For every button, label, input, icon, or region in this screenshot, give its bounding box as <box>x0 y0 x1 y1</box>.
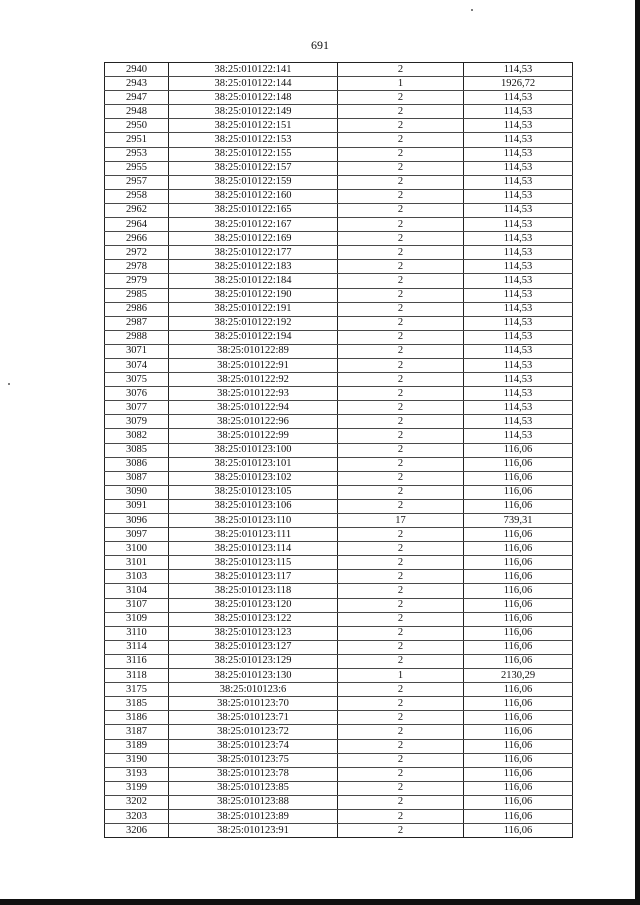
value-cell: 116,06 <box>464 443 573 457</box>
table-row <box>105 725 573 739</box>
quantity-cell: 2 <box>338 612 464 626</box>
table-row <box>105 612 573 626</box>
table-row <box>105 457 573 471</box>
quantity-cell: 1 <box>338 669 464 683</box>
quantity-cell: 2 <box>338 330 464 344</box>
cadastral-number-cell: 38:25:010123:6 <box>169 683 338 697</box>
row-number-cell: 3175 <box>105 683 169 697</box>
value-cell: 116,06 <box>464 626 573 640</box>
cadastral-number-cell: 38:25:010122:144 <box>169 77 338 91</box>
row-number-cell: 3202 <box>105 795 169 809</box>
value-cell: 114,53 <box>464 260 573 274</box>
quantity-cell: 2 <box>338 640 464 654</box>
quantity-cell: 2 <box>338 147 464 161</box>
cadastral-number-cell: 38:25:010122:151 <box>169 119 338 133</box>
row-number-cell: 3090 <box>105 485 169 499</box>
row-number-cell: 3186 <box>105 711 169 725</box>
quantity-cell: 2 <box>338 246 464 260</box>
table-row <box>105 274 573 288</box>
table-row <box>105 485 573 499</box>
row-number-cell: 2979 <box>105 274 169 288</box>
quantity-cell: 2 <box>338 809 464 823</box>
row-number-cell: 2958 <box>105 189 169 203</box>
value-cell: 114,53 <box>464 358 573 372</box>
row-number-cell: 3091 <box>105 499 169 513</box>
value-cell: 114,53 <box>464 63 573 77</box>
table-row <box>105 626 573 640</box>
table-row <box>105 795 573 809</box>
value-cell: 114,53 <box>464 387 573 401</box>
value-cell: 116,06 <box>464 499 573 513</box>
value-cell: 116,06 <box>464 781 573 795</box>
quantity-cell: 2 <box>338 302 464 316</box>
table-row <box>105 654 573 668</box>
value-cell: 114,53 <box>464 274 573 288</box>
scan-speck <box>8 383 10 385</box>
table-row <box>105 63 573 77</box>
quantity-cell: 2 <box>338 528 464 542</box>
quantity-cell: 2 <box>338 457 464 471</box>
cadastral-number-cell: 38:25:010122:167 <box>169 218 338 232</box>
quantity-cell: 2 <box>338 711 464 725</box>
value-cell: 1926,72 <box>464 77 573 91</box>
cadastral-number-cell: 38:25:010122:165 <box>169 203 338 217</box>
cadastral-number-cell: 38:25:010122:184 <box>169 274 338 288</box>
table-row <box>105 443 573 457</box>
row-number-cell: 2943 <box>105 77 169 91</box>
row-number-cell: 2947 <box>105 91 169 105</box>
value-cell: 114,53 <box>464 91 573 105</box>
row-number-cell: 3071 <box>105 344 169 358</box>
row-number-cell: 3082 <box>105 429 169 443</box>
table-row <box>105 246 573 260</box>
value-cell: 114,53 <box>464 302 573 316</box>
quantity-cell: 2 <box>338 91 464 105</box>
page-number: 691 <box>311 38 329 52</box>
value-cell: 116,06 <box>464 598 573 612</box>
table-row <box>105 824 573 838</box>
table-row <box>105 697 573 711</box>
table-row <box>105 598 573 612</box>
value-cell: 116,06 <box>464 528 573 542</box>
quantity-cell: 2 <box>338 485 464 499</box>
row-number-cell: 2955 <box>105 161 169 175</box>
row-number-cell: 2988 <box>105 330 169 344</box>
value-cell: 114,53 <box>464 373 573 387</box>
value-cell: 114,53 <box>464 246 573 260</box>
row-number-cell: 3110 <box>105 626 169 640</box>
table-row <box>105 203 573 217</box>
quantity-cell: 2 <box>338 654 464 668</box>
value-cell: 116,06 <box>464 570 573 584</box>
quantity-cell: 2 <box>338 795 464 809</box>
table-row <box>105 767 573 781</box>
scan-speck <box>471 9 473 11</box>
quantity-cell: 2 <box>338 119 464 133</box>
value-cell: 116,06 <box>464 485 573 499</box>
value-cell: 114,53 <box>464 415 573 429</box>
cadastral-number-cell: 38:25:010122:160 <box>169 189 338 203</box>
table-row <box>105 218 573 232</box>
row-number-cell: 3193 <box>105 767 169 781</box>
quantity-cell: 2 <box>338 739 464 753</box>
value-cell: 114,53 <box>464 218 573 232</box>
table-row <box>105 809 573 823</box>
table-row <box>105 669 573 683</box>
row-number-cell: 3096 <box>105 514 169 528</box>
cadastral-number-cell: 38:25:010123:122 <box>169 612 338 626</box>
cadastral-number-cell: 38:25:010122:153 <box>169 133 338 147</box>
quantity-cell: 2 <box>338 63 464 77</box>
quantity-cell: 2 <box>338 415 464 429</box>
table-row <box>105 175 573 189</box>
cadastral-number-cell: 38:25:010123:72 <box>169 725 338 739</box>
value-cell: 114,53 <box>464 288 573 302</box>
cadastral-number-cell: 38:25:010122:149 <box>169 105 338 119</box>
cadastral-number-cell: 38:25:010123:74 <box>169 739 338 753</box>
cadastral-number-cell: 38:25:010122:177 <box>169 246 338 260</box>
row-number-cell: 2987 <box>105 316 169 330</box>
cadastral-number-cell: 38:25:010123:102 <box>169 471 338 485</box>
quantity-cell: 2 <box>338 260 464 274</box>
scan-edge-bottom <box>0 899 640 905</box>
table-row <box>105 781 573 795</box>
quantity-cell: 17 <box>338 514 464 528</box>
quantity-cell: 2 <box>338 218 464 232</box>
table-row <box>105 528 573 542</box>
cadastral-number-cell: 38:25:010123:91 <box>169 824 338 838</box>
row-number-cell: 3074 <box>105 358 169 372</box>
table-row <box>105 387 573 401</box>
cadastral-number-cell: 38:25:010122:157 <box>169 161 338 175</box>
table-row <box>105 499 573 513</box>
table-row <box>105 189 573 203</box>
table-row <box>105 373 573 387</box>
cadastral-number-cell: 38:25:010123:130 <box>169 669 338 683</box>
quantity-cell: 2 <box>338 443 464 457</box>
row-number-cell: 2964 <box>105 218 169 232</box>
registry-table-body <box>105 63 573 838</box>
table-row <box>105 570 573 584</box>
value-cell: 114,53 <box>464 203 573 217</box>
row-number-cell: 3109 <box>105 612 169 626</box>
table-row <box>105 77 573 91</box>
quantity-cell: 2 <box>338 471 464 485</box>
cadastral-number-cell: 38:25:010122:155 <box>169 147 338 161</box>
value-cell: 116,06 <box>464 697 573 711</box>
row-number-cell: 3206 <box>105 824 169 838</box>
quantity-cell: 2 <box>338 598 464 612</box>
table-row <box>105 556 573 570</box>
row-number-cell: 3101 <box>105 556 169 570</box>
cadastral-number-cell: 38:25:010123:105 <box>169 485 338 499</box>
table-row <box>105 711 573 725</box>
cadastral-number-cell: 38:25:010123:110 <box>169 514 338 528</box>
quantity-cell: 2 <box>338 683 464 697</box>
quantity-cell: 2 <box>338 358 464 372</box>
value-cell: 116,06 <box>464 683 573 697</box>
row-number-cell: 2986 <box>105 302 169 316</box>
table-row <box>105 514 573 528</box>
cadastral-number-cell: 38:25:010122:194 <box>169 330 338 344</box>
value-cell: 114,53 <box>464 330 573 344</box>
value-cell: 116,06 <box>464 584 573 598</box>
row-number-cell: 3199 <box>105 781 169 795</box>
table-row <box>105 584 573 598</box>
cadastral-number-cell: 38:25:010123:127 <box>169 640 338 654</box>
row-number-cell: 3114 <box>105 640 169 654</box>
cadastral-number-cell: 38:25:010122:141 <box>169 63 338 77</box>
table-row <box>105 401 573 415</box>
value-cell: 739,31 <box>464 514 573 528</box>
value-cell: 114,53 <box>464 316 573 330</box>
quantity-cell: 2 <box>338 753 464 767</box>
table-row <box>105 358 573 372</box>
value-cell: 116,06 <box>464 809 573 823</box>
row-number-cell: 2951 <box>105 133 169 147</box>
row-number-cell: 3185 <box>105 697 169 711</box>
table-row <box>105 640 573 654</box>
row-number-cell: 3097 <box>105 528 169 542</box>
row-number-cell: 2985 <box>105 288 169 302</box>
cadastral-number-cell: 38:25:010123:89 <box>169 809 338 823</box>
row-number-cell: 2962 <box>105 203 169 217</box>
cadastral-number-cell: 38:25:010123:88 <box>169 795 338 809</box>
row-number-cell: 3077 <box>105 401 169 415</box>
cadastral-number-cell: 38:25:010122:191 <box>169 302 338 316</box>
quantity-cell: 2 <box>338 161 464 175</box>
table-row <box>105 133 573 147</box>
row-number-cell: 2950 <box>105 119 169 133</box>
row-number-cell: 3118 <box>105 669 169 683</box>
row-number-cell: 3086 <box>105 457 169 471</box>
quantity-cell: 2 <box>338 499 464 513</box>
cadastral-number-cell: 38:25:010123:75 <box>169 753 338 767</box>
cadastral-number-cell: 38:25:010122:91 <box>169 358 338 372</box>
cadastral-number-cell: 38:25:010122:93 <box>169 387 338 401</box>
cadastral-number-cell: 38:25:010123:123 <box>169 626 338 640</box>
table-row <box>105 119 573 133</box>
quantity-cell: 2 <box>338 697 464 711</box>
value-cell: 116,06 <box>464 795 573 809</box>
quantity-cell: 2 <box>338 824 464 838</box>
value-cell: 116,06 <box>464 471 573 485</box>
quantity-cell: 2 <box>338 175 464 189</box>
cadastral-number-cell: 38:25:010123:71 <box>169 711 338 725</box>
quantity-cell: 2 <box>338 373 464 387</box>
quantity-cell: 2 <box>338 556 464 570</box>
value-cell: 116,06 <box>464 640 573 654</box>
value-cell: 116,06 <box>464 542 573 556</box>
table-row <box>105 415 573 429</box>
row-number-cell: 2940 <box>105 63 169 77</box>
quantity-cell: 2 <box>338 401 464 415</box>
quantity-cell: 2 <box>338 584 464 598</box>
quantity-cell: 2 <box>338 288 464 302</box>
row-number-cell: 2953 <box>105 147 169 161</box>
table-row <box>105 471 573 485</box>
cadastral-number-cell: 38:25:010122:148 <box>169 91 338 105</box>
cadastral-number-cell: 38:25:010123:120 <box>169 598 338 612</box>
row-number-cell: 2966 <box>105 232 169 246</box>
row-number-cell: 3203 <box>105 809 169 823</box>
quantity-cell: 2 <box>338 189 464 203</box>
quantity-cell: 2 <box>338 570 464 584</box>
scan-edge-right <box>635 0 640 905</box>
cadastral-number-cell: 38:25:010122:92 <box>169 373 338 387</box>
cadastral-number-cell: 38:25:010123:118 <box>169 584 338 598</box>
row-number-cell: 3189 <box>105 739 169 753</box>
cadastral-number-cell: 38:25:010123:114 <box>169 542 338 556</box>
cadastral-number-cell: 38:25:010123:117 <box>169 570 338 584</box>
value-cell: 116,06 <box>464 753 573 767</box>
row-number-cell: 3100 <box>105 542 169 556</box>
cadastral-number-cell: 38:25:010122:183 <box>169 260 338 274</box>
row-number-cell: 2972 <box>105 246 169 260</box>
row-number-cell: 3103 <box>105 570 169 584</box>
cadastral-number-cell: 38:25:010123:85 <box>169 781 338 795</box>
cadastral-number-cell: 38:25:010122:192 <box>169 316 338 330</box>
row-number-cell: 3116 <box>105 654 169 668</box>
quantity-cell: 2 <box>338 203 464 217</box>
table-row <box>105 542 573 556</box>
value-cell: 116,06 <box>464 612 573 626</box>
value-cell: 116,06 <box>464 556 573 570</box>
table-row <box>105 147 573 161</box>
table-row <box>105 429 573 443</box>
cadastral-number-cell: 38:25:010123:129 <box>169 654 338 668</box>
row-number-cell: 3076 <box>105 387 169 401</box>
quantity-cell: 2 <box>338 725 464 739</box>
value-cell: 116,06 <box>464 654 573 668</box>
cadastral-number-cell: 38:25:010122:159 <box>169 175 338 189</box>
cadastral-number-cell: 38:25:010123:115 <box>169 556 338 570</box>
table-row <box>105 739 573 753</box>
quantity-cell: 2 <box>338 232 464 246</box>
value-cell: 116,06 <box>464 725 573 739</box>
table-row <box>105 161 573 175</box>
cadastral-number-cell: 38:25:010122:190 <box>169 288 338 302</box>
table-row <box>105 330 573 344</box>
cadastral-number-cell: 38:25:010122:94 <box>169 401 338 415</box>
row-number-cell: 3107 <box>105 598 169 612</box>
table-row <box>105 105 573 119</box>
value-cell: 114,53 <box>464 401 573 415</box>
cadastral-number-cell: 38:25:010122:96 <box>169 415 338 429</box>
cadastral-number-cell: 38:25:010123:106 <box>169 499 338 513</box>
value-cell: 114,53 <box>464 119 573 133</box>
value-cell: 114,53 <box>464 147 573 161</box>
row-number-cell: 3079 <box>105 415 169 429</box>
table-row <box>105 683 573 697</box>
cadastral-number-cell: 38:25:010122:89 <box>169 344 338 358</box>
quantity-cell: 2 <box>338 542 464 556</box>
cadastral-number-cell: 38:25:010123:101 <box>169 457 338 471</box>
cadastral-number-cell: 38:25:010123:100 <box>169 443 338 457</box>
quantity-cell: 2 <box>338 316 464 330</box>
table-row <box>105 288 573 302</box>
cadastral-number-cell: 38:25:010123:70 <box>169 697 338 711</box>
row-number-cell: 3087 <box>105 471 169 485</box>
cadastral-number-cell: 38:25:010122:169 <box>169 232 338 246</box>
quantity-cell: 2 <box>338 626 464 640</box>
value-cell: 2130,29 <box>464 669 573 683</box>
value-cell: 116,06 <box>464 739 573 753</box>
value-cell: 114,53 <box>464 344 573 358</box>
row-number-cell: 2978 <box>105 260 169 274</box>
cadastral-number-cell: 38:25:010123:78 <box>169 767 338 781</box>
quantity-cell: 2 <box>338 781 464 795</box>
value-cell: 114,53 <box>464 161 573 175</box>
value-cell: 114,53 <box>464 232 573 246</box>
cadastral-number-cell: 38:25:010122:99 <box>169 429 338 443</box>
row-number-cell: 3104 <box>105 584 169 598</box>
row-number-cell: 3187 <box>105 725 169 739</box>
value-cell: 116,06 <box>464 767 573 781</box>
table-row <box>105 316 573 330</box>
row-number-cell: 3190 <box>105 753 169 767</box>
quantity-cell: 2 <box>338 429 464 443</box>
row-number-cell: 3085 <box>105 443 169 457</box>
quantity-cell: 2 <box>338 274 464 288</box>
quantity-cell: 2 <box>338 767 464 781</box>
quantity-cell: 1 <box>338 77 464 91</box>
table-row <box>105 302 573 316</box>
table-row <box>105 91 573 105</box>
value-cell: 114,53 <box>464 429 573 443</box>
value-cell: 114,53 <box>464 189 573 203</box>
value-cell: 114,53 <box>464 175 573 189</box>
row-number-cell: 2948 <box>105 105 169 119</box>
value-cell: 116,06 <box>464 711 573 725</box>
value-cell: 114,53 <box>464 105 573 119</box>
quantity-cell: 2 <box>338 105 464 119</box>
table-row <box>105 753 573 767</box>
value-cell: 116,06 <box>464 457 573 471</box>
registry-table <box>104 62 573 838</box>
row-number-cell: 3075 <box>105 373 169 387</box>
value-cell: 116,06 <box>464 824 573 838</box>
row-number-cell: 2957 <box>105 175 169 189</box>
cadastral-number-cell: 38:25:010123:111 <box>169 528 338 542</box>
quantity-cell: 2 <box>338 387 464 401</box>
table-row <box>105 260 573 274</box>
quantity-cell: 2 <box>338 133 464 147</box>
quantity-cell: 2 <box>338 344 464 358</box>
table-row <box>105 344 573 358</box>
value-cell: 114,53 <box>464 133 573 147</box>
table-row <box>105 232 573 246</box>
